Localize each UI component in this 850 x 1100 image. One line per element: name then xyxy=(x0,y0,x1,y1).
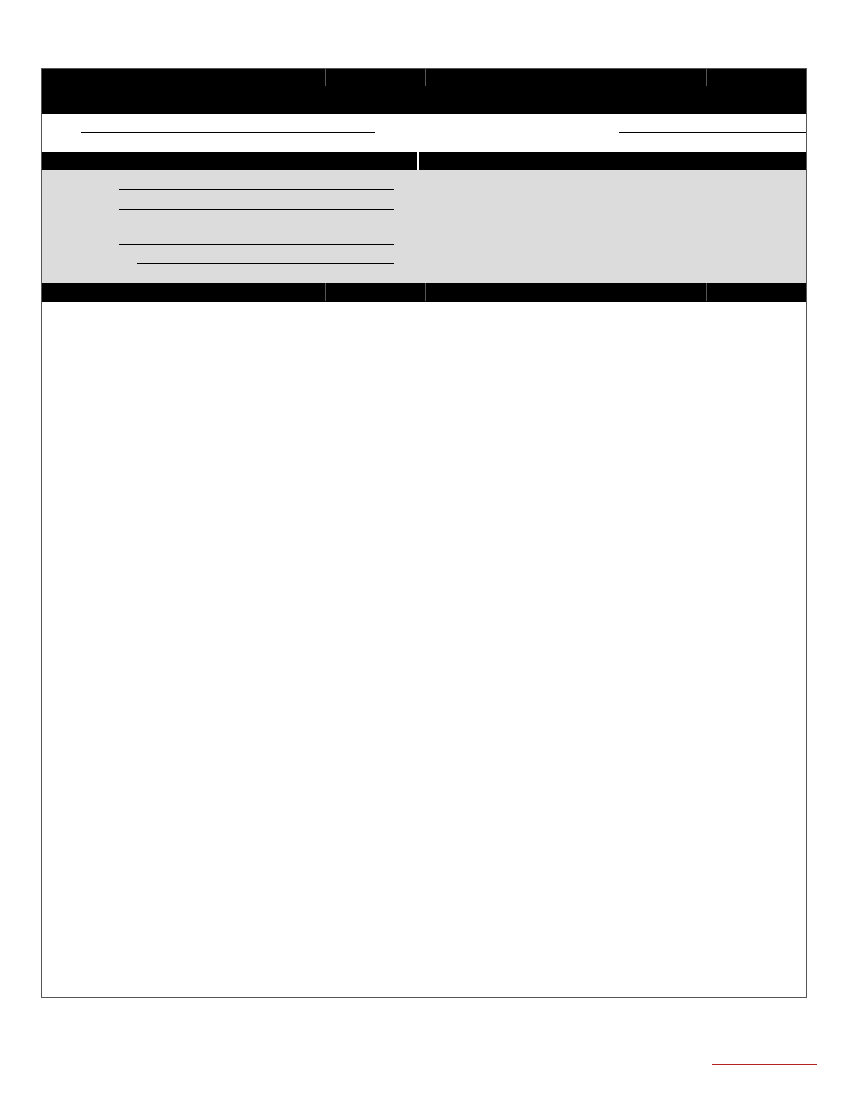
header-divider xyxy=(417,152,419,170)
financial-statement-form xyxy=(41,68,807,998)
city-state-zip-field[interactable] xyxy=(119,244,394,245)
contingent-liabilities-title xyxy=(42,69,326,86)
name-field[interactable] xyxy=(119,189,394,190)
occupation-field[interactable] xyxy=(137,263,394,264)
to-field[interactable] xyxy=(81,132,375,133)
date-field[interactable] xyxy=(619,132,806,133)
individual-info-area xyxy=(42,170,806,283)
address-field[interactable] xyxy=(119,209,394,210)
current-liabilities-title xyxy=(426,283,707,301)
individual-info-header xyxy=(42,152,806,170)
uslegal-logo xyxy=(707,1026,819,1068)
assets-liabilities-header xyxy=(42,283,806,302)
contingent-liabilities-header xyxy=(42,69,806,87)
current-assets-title xyxy=(42,283,326,301)
